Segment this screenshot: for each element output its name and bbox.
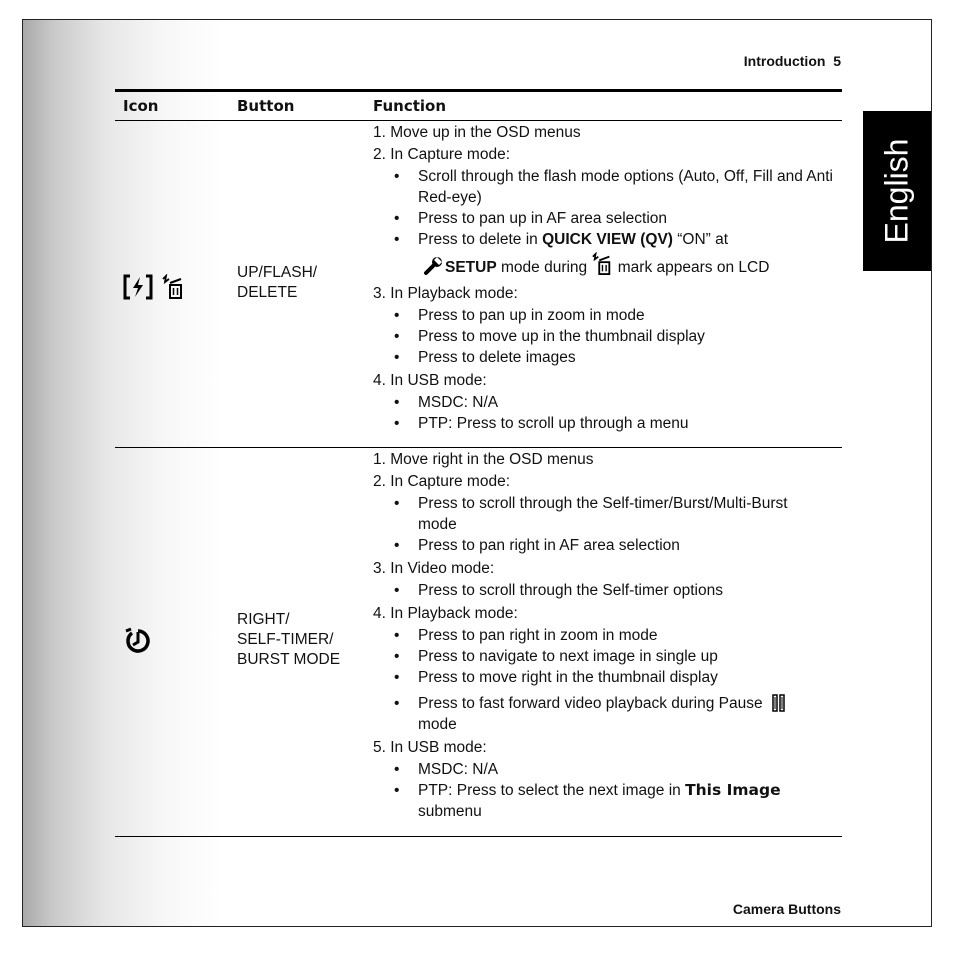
step-item: 2. In Capture mode: <box>373 146 510 163</box>
button-cell <box>237 263 317 303</box>
step-item: 4. In Playback mode: <box>373 605 518 622</box>
self-timer-icon <box>123 626 153 656</box>
setup-label: SETUP <box>445 259 497 276</box>
bullet-list <box>373 625 842 735</box>
column-header-icon: Icon <box>123 97 159 115</box>
function-cell <box>373 122 842 436</box>
text-run: mark appears on LCD <box>613 259 770 276</box>
list-item: • PTP: Press to scroll up through a menu <box>373 413 842 434</box>
list-item: • Press to pan up in AF area selection <box>373 208 842 229</box>
list-item: • Press to move right in the thumbnail display <box>373 667 842 688</box>
list-item: • Press to delete images <box>373 347 842 368</box>
function-cell <box>373 449 842 824</box>
text-run: “ON” at <box>672 231 729 248</box>
table-row <box>115 121 842 448</box>
list-item: • Press to move up in the thumbnail display <box>373 326 842 347</box>
bullet-list <box>373 305 842 368</box>
step-item: 2. In Capture mode: <box>373 473 510 490</box>
bullet-list <box>373 392 842 434</box>
text-run: Press to delete in <box>418 231 543 248</box>
list-item: • Press to pan up in zoom in mode <box>373 305 842 326</box>
table-header <box>115 89 842 121</box>
language-tab <box>863 111 931 271</box>
page-footer: Camera Buttons <box>732 901 841 917</box>
icon-cell <box>123 626 153 661</box>
step-item: 1. Move up in the OSD menus <box>373 124 581 141</box>
bullet-list <box>373 493 842 556</box>
step-item: 4. In USB mode: <box>373 372 487 389</box>
pause-icon <box>772 694 786 712</box>
text-run: mode during <box>496 259 592 276</box>
language-tab-label: English <box>878 138 915 244</box>
list-item: • Scroll through the flash mode options (Auto, Off, Fill and Anti Red-eye) <box>373 166 842 208</box>
flash-icon <box>123 274 153 300</box>
wrench-icon <box>423 256 445 276</box>
column-header-function: Function <box>373 97 447 115</box>
delete-icon <box>591 252 613 276</box>
step-item: 3. In Video mode: <box>373 560 495 577</box>
button-label-line: BURST MODE <box>237 651 341 668</box>
bullet-list <box>373 166 842 250</box>
list-item: • Press to scroll through the Self-timer options <box>373 580 842 601</box>
text-run: Press to fast forward video playback during Pause <box>418 695 763 712</box>
list-item: • Press to navigate to next image in single up <box>373 646 842 667</box>
list-item: • Press to scroll through the Self-timer/Burst/Multi-Burst mode <box>373 493 842 535</box>
this-image-label: This Image <box>685 781 781 799</box>
list-item: • MSDC: N/A <box>373 759 842 780</box>
page-header: Introduction 5 <box>743 53 841 69</box>
list-item <box>373 229 842 250</box>
table-row <box>115 448 842 837</box>
button-label-line: RIGHT/ <box>237 611 290 628</box>
text-run: submenu <box>418 803 482 820</box>
step-item: 3. In Playback mode: <box>373 285 518 302</box>
text-run: PTP: Press to select the next image in <box>418 782 686 799</box>
list-item <box>373 780 842 822</box>
bullet-list <box>373 580 842 601</box>
button-label-line: SELF-TIMER/ <box>237 631 334 648</box>
quick-view-label: QUICK VIEW (QV) <box>542 231 673 248</box>
list-item: • Press to pan right in zoom in mode <box>373 625 842 646</box>
list-item: • MSDC: N/A <box>373 392 842 413</box>
setup-line <box>373 252 842 283</box>
list-item <box>373 693 842 735</box>
list-item: • Press to pan right in AF area selection <box>373 535 842 556</box>
button-label-line: UP/FLASH/ <box>237 264 318 281</box>
step-item: 1. Move right in the OSD menus <box>373 451 594 468</box>
button-label-line: DELETE <box>237 284 298 301</box>
bullet-list <box>373 759 842 822</box>
step-item: 5. In USB mode: <box>373 739 487 756</box>
delete-icon <box>161 274 185 300</box>
buttons-table <box>115 89 842 837</box>
text-run: mode <box>418 716 457 733</box>
button-cell <box>237 610 340 670</box>
icon-cell <box>123 274 185 305</box>
column-header-button: Button <box>237 97 295 115</box>
